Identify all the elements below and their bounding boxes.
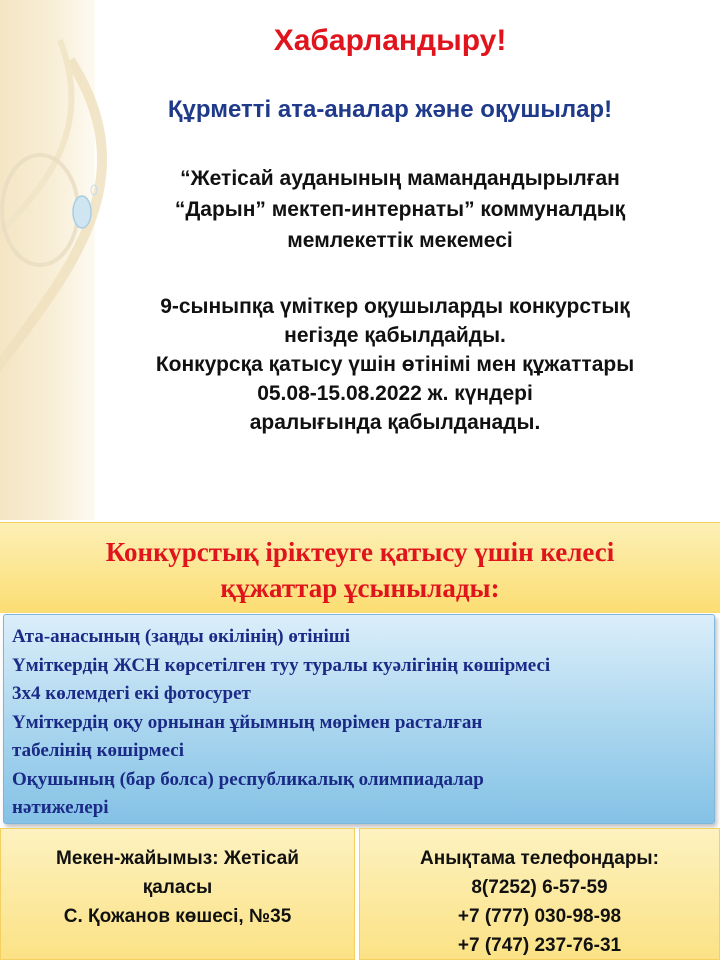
school-line: “Жетісай ауданының мамандандырылған bbox=[180, 167, 620, 190]
documents-list bbox=[12, 623, 714, 823]
phone-number: 8(7252) 6-57-59 bbox=[471, 877, 608, 898]
info-line: 05.08-15.08.2022 ж. күндері bbox=[257, 382, 533, 405]
footer bbox=[0, 828, 720, 960]
documents-banner bbox=[0, 522, 720, 613]
address-box bbox=[0, 828, 355, 960]
info-line: 9-сыныпқа үміткер оқушыларды конкурстық bbox=[160, 295, 630, 318]
contacts-box bbox=[359, 828, 720, 960]
info-line: аралығында қабылданады. bbox=[249, 411, 541, 434]
document-item: Ата-анасының (заңды өкілінің) өтініші bbox=[12, 626, 351, 647]
school-name bbox=[90, 163, 710, 256]
document-item: Үміткердің оқу орнынан ұйымның мөрімен расталған bbox=[12, 711, 483, 733]
announcement-title: Хабарландыру! bbox=[273, 24, 507, 57]
phone-number: +7 (747) 237-76-31 bbox=[457, 935, 622, 956]
announcement-header bbox=[70, 0, 710, 520]
document-item: табелінің көшірмесі bbox=[12, 740, 184, 761]
greeting: Құрметті ата-аналар және оқушылар! bbox=[167, 96, 613, 123]
banner-line: Конкурстық іріктеуге қатысу үшін келесі bbox=[105, 537, 615, 567]
info-line: Конкурсқа қатысу үшін өтінімі мен құжаттары bbox=[155, 353, 635, 376]
school-line: “Дарын” мектеп-интернаты” коммуналдық bbox=[174, 198, 626, 221]
address-line: қаласы bbox=[142, 877, 213, 898]
document-item: Оқушының (бар болса) республикалық олимпиадалар bbox=[12, 768, 484, 790]
admission-info bbox=[80, 292, 710, 437]
contacts-heading: Анықтама телефондары: bbox=[420, 848, 659, 869]
phone-number: +7 (777) 030-98-98 bbox=[457, 906, 622, 927]
info-line: негізде қабылдайды. bbox=[284, 324, 506, 347]
document-item: Үміткердің ЖСН көрсетілген туу туралы куәлігінің көшірмесі bbox=[12, 654, 551, 676]
document-item: нәтижелері bbox=[12, 797, 109, 818]
school-line: мемлекеттік мекемесі bbox=[287, 229, 513, 252]
address-line: Мекен-жайымыз: Жетісай bbox=[56, 848, 299, 869]
documents-panel bbox=[3, 614, 715, 824]
address-line: С. Қожанов көшесі, №35 bbox=[63, 906, 292, 927]
banner-line: құжаттар ұсынылады: bbox=[220, 573, 500, 603]
document-item: 3х4 көлемдегі екі фотосурет bbox=[12, 683, 251, 704]
